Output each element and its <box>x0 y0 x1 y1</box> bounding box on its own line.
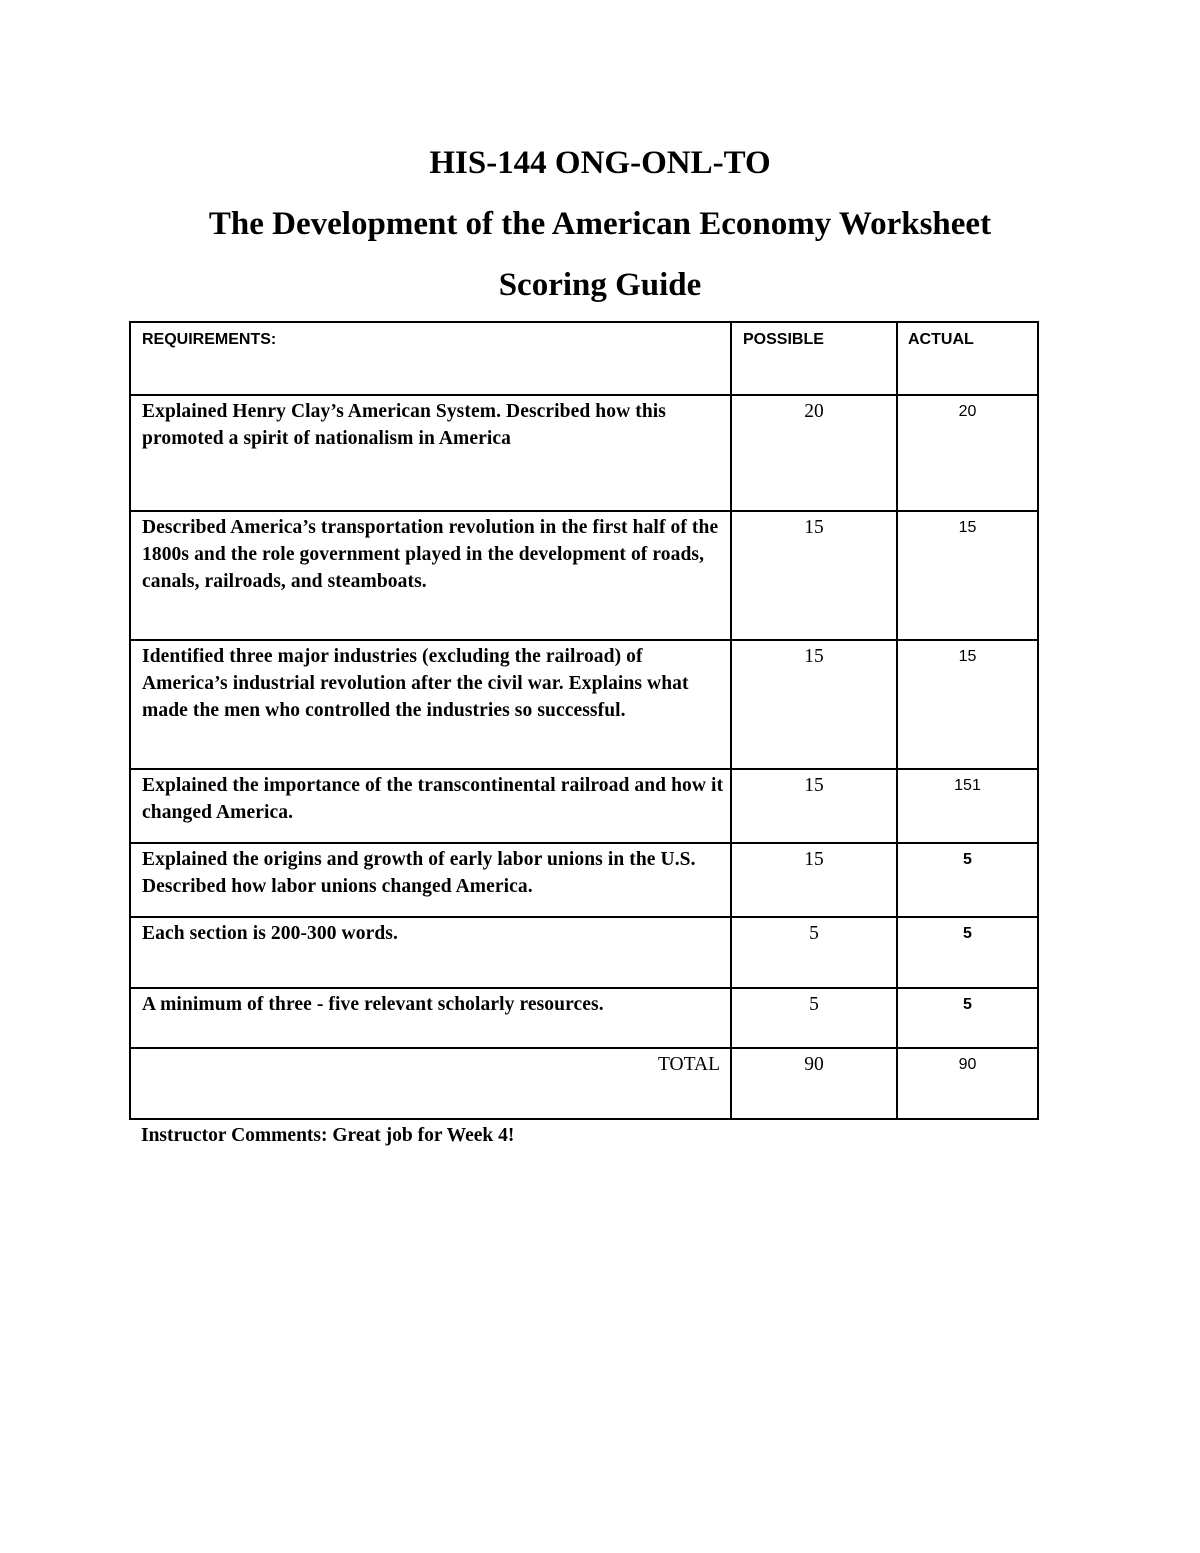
total-label: TOTAL <box>130 1048 731 1119</box>
total-row <box>130 1048 1038 1119</box>
table-row <box>130 640 1038 769</box>
instructor-comments: Instructor Comments: Great job for Week 4! <box>141 1125 515 1146</box>
worksheet-title: The Development of the American Economy Worksheet <box>208 206 992 242</box>
possible-header: POSSIBLE <box>731 322 897 395</box>
requirement-cell: A minimum of three - five relevant scholarly resources. <box>130 988 731 1048</box>
possible-cell: 15 <box>731 640 897 769</box>
table-row <box>130 843 1038 917</box>
table-row <box>130 511 1038 640</box>
table-header-row <box>130 322 1038 395</box>
course-code: HIS-144 ONG-ONL-TO <box>429 145 771 181</box>
possible-cell: 15 <box>731 511 897 640</box>
possible-cell: 15 <box>731 843 897 917</box>
possible-cell: 5 <box>731 988 897 1048</box>
possible-cell: 15 <box>731 769 897 843</box>
scoring-guide-title: Scoring Guide <box>498 267 702 303</box>
possible-cell: 20 <box>731 395 897 511</box>
actual-cell: 151 <box>897 769 1038 843</box>
total-possible: 90 <box>731 1048 897 1119</box>
requirement-cell: Explained the origins and growth of early labor unions in the U.S. Described how labor unions changed America. <box>130 843 731 917</box>
actual-cell: 5 <box>897 843 1038 917</box>
table-row <box>130 988 1038 1048</box>
possible-cell: 5 <box>731 917 897 988</box>
actual-cell: 20 <box>897 395 1038 511</box>
requirement-cell: Described America’s transportation revolution in the first half of the 1800s and the role government played in the development of roads, canals, railroads, and steamboats. <box>130 511 731 640</box>
requirements-header: REQUIREMENTS: <box>130 322 731 395</box>
table-row <box>130 917 1038 988</box>
actual-cell: 15 <box>897 511 1038 640</box>
actual-cell: 5 <box>897 988 1038 1048</box>
table-row <box>130 395 1038 511</box>
actual-cell: 5 <box>897 917 1038 988</box>
actual-cell: 15 <box>897 640 1038 769</box>
actual-header: ACTUAL <box>897 322 1038 395</box>
requirement-cell: Explained the importance of the transcontinental railroad and how it changed America. <box>130 769 731 843</box>
total-actual: 90 <box>897 1048 1038 1119</box>
table-row <box>130 769 1038 843</box>
requirement-cell: Identified three major industries (excluding the railroad) of America’s industrial revolution after the civil war. Explains what made the men who controlled the industries so successful. <box>130 640 731 769</box>
requirement-cell: Each section is 200-300 words. <box>130 917 731 988</box>
scoring-table <box>129 321 1039 1120</box>
requirement-cell: Explained Henry Clay’s American System. Described how this promoted a spirit of nationalism in America <box>130 395 731 511</box>
